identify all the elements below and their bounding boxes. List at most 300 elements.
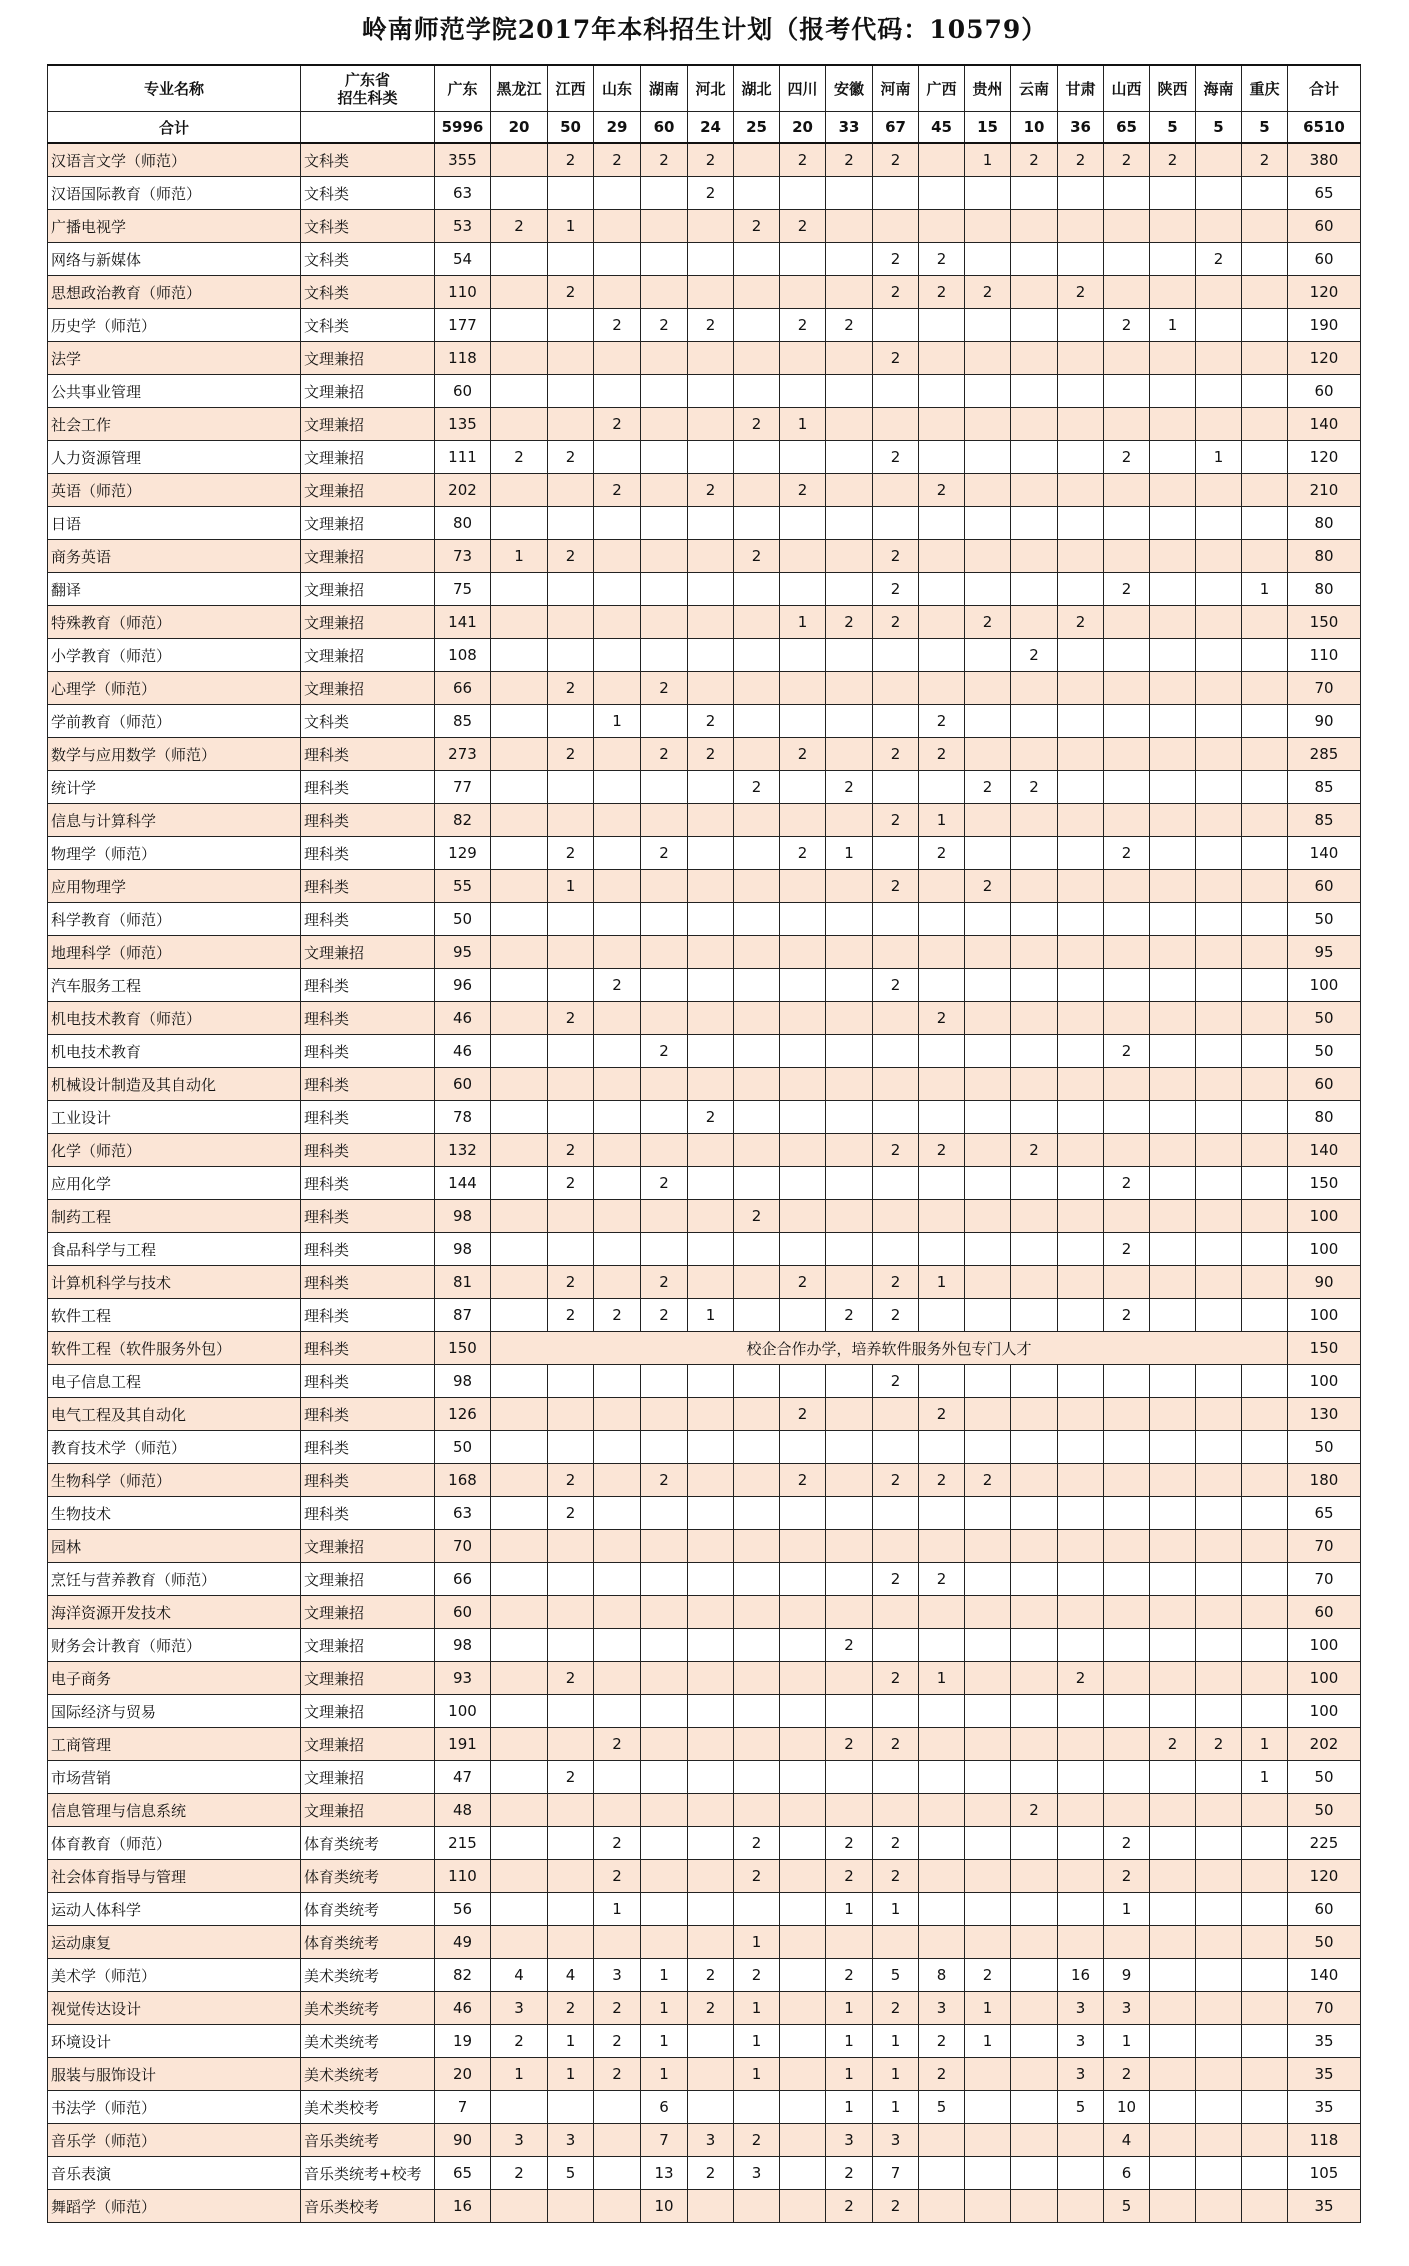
quota-cell [688,243,734,276]
quota-cell [1011,2025,1058,2058]
quota-cell [491,1728,548,1761]
quota-cell [1150,705,1196,738]
quota-cell [734,1497,780,1530]
quota-cell [1242,2058,1288,2091]
quota-cell [594,276,641,309]
table-row [48,210,1361,243]
quota-cell [1104,672,1150,705]
quota-cell [1196,1992,1242,2025]
quota-cell [965,1695,1011,1728]
row-total: 130 [1288,1398,1361,1431]
quota-cell: 2 [919,2058,965,2091]
quota-cell: 2 [734,1827,780,1860]
quota-cell: 2 [780,143,826,177]
quota-cell [873,1497,919,1530]
quota-cell [826,507,873,540]
quota-cell [594,1035,641,1068]
quota-cell [780,1530,826,1563]
quota-cell [734,672,780,705]
quota-cell [1011,1563,1058,1596]
quota-cell [826,1134,873,1167]
quota-cell: 2 [594,1299,641,1332]
quota-cell: 98 [435,1629,491,1662]
quota-cell [1058,1530,1104,1563]
quota-cell [1150,375,1196,408]
table-row [48,1563,1361,1596]
quota-cell [1058,1596,1104,1629]
quota-cell: 82 [435,804,491,837]
quota-cell [734,1563,780,1596]
row-total: 100 [1288,1365,1361,1398]
quota-cell: 2 [688,1101,734,1134]
quota-cell [594,1695,641,1728]
table-row [48,1002,1361,1035]
quota-cell: 1 [594,705,641,738]
quota-cell [826,1563,873,1596]
quota-cell [688,903,734,936]
quota-cell [1196,606,1242,639]
category: 理科类 [301,1035,435,1068]
totals-cell: 5996 [435,112,491,144]
category: 文科类 [301,210,435,243]
quota-cell [826,1398,873,1431]
quota-cell: 70 [435,1530,491,1563]
quota-cell: 98 [435,1233,491,1266]
quota-cell [548,705,594,738]
table-row [48,1959,1361,1992]
row-total: 60 [1288,870,1361,903]
quota-cell [1058,1497,1104,1530]
quota-cell [780,1233,826,1266]
quota-cell [1011,804,1058,837]
quota-cell [780,1926,826,1959]
row-total: 90 [1288,705,1361,738]
quota-cell: 1 [1196,441,1242,474]
category: 文科类 [301,143,435,177]
quota-cell [873,1761,919,1794]
quota-cell [688,1068,734,1101]
quota-cell [780,1563,826,1596]
table-row [48,2058,1361,2091]
table-row [48,1101,1361,1134]
quota-cell [919,2124,965,2157]
row-total: 35 [1288,2190,1361,2223]
quota-cell [548,375,594,408]
quota-cell [1150,1662,1196,1695]
quota-cell: 2 [1058,143,1104,177]
quota-cell: 2 [688,309,734,342]
column-header: 广西 [919,65,965,112]
table-row [48,1035,1361,1068]
quota-cell [641,1200,688,1233]
quota-cell: 2 [1058,606,1104,639]
quota-cell [641,1761,688,1794]
column-header: 海南 [1196,65,1242,112]
quota-cell [826,573,873,606]
quota-cell [1242,243,1288,276]
quota-cell [919,309,965,342]
quota-cell [826,804,873,837]
quota-cell [1011,2091,1058,2124]
quota-cell: 2 [1104,143,1150,177]
quota-cell [1196,276,1242,309]
major-name: 汽车服务工程 [48,969,301,1002]
quota-cell [688,1761,734,1794]
quota-cell [1150,1860,1196,1893]
major-name: 物理学（师范） [48,837,301,870]
document-title: 岭南师范学院2017年本科招生计划（报考代码：10579） [361,15,1048,44]
quota-cell: 100 [435,1695,491,1728]
quota-cell [780,2124,826,2157]
quota-cell: 2 [548,441,594,474]
quota-cell: 1 [873,2058,919,2091]
quota-cell: 2 [780,309,826,342]
quota-cell [491,1497,548,1530]
quota-cell [1242,1299,1288,1332]
major-name: 运动人体科学 [48,1893,301,1926]
quota-cell [1150,1233,1196,1266]
quota-cell [1196,1365,1242,1398]
quota-cell [965,1167,1011,1200]
quota-cell [1150,408,1196,441]
totals-cell: 67 [873,112,919,144]
category: 音乐类校考 [301,2190,435,2223]
category: 文理兼招 [301,1563,435,1596]
totals-cell: 60 [641,112,688,144]
quota-cell: 3 [1058,2058,1104,2091]
quota-cell [1242,1827,1288,1860]
quota-cell [734,1695,780,1728]
totals-cell: 50 [548,112,594,144]
quota-cell: 66 [435,672,491,705]
major-name: 环境设计 [48,2025,301,2058]
quota-cell [1150,936,1196,969]
quota-cell: 1 [826,2025,873,2058]
quota-cell [826,1068,873,1101]
quota-cell [1058,1563,1104,1596]
quota-cell: 1 [734,2025,780,2058]
quota-cell: 9 [1104,1959,1150,1992]
quota-cell [1242,2091,1288,2124]
quota-cell [734,507,780,540]
quota-cell: 144 [435,1167,491,1200]
quota-cell [1104,1101,1150,1134]
quota-cell: 135 [435,408,491,441]
quota-cell [594,1365,641,1398]
quota-cell [965,639,1011,672]
major-name: 商务英语 [48,540,301,573]
quota-cell [1242,375,1288,408]
quota-cell: 1 [873,1893,919,1926]
quota-cell [873,1002,919,1035]
quota-cell [1104,1530,1150,1563]
row-total: 80 [1288,540,1361,573]
quota-cell [1011,2124,1058,2157]
quota-cell: 1 [548,210,594,243]
major-name: 汉语国际教育（师范） [48,177,301,210]
quota-cell [491,375,548,408]
quota-cell: 1 [641,2025,688,2058]
quota-cell [594,441,641,474]
quota-cell [641,936,688,969]
quota-cell [688,1365,734,1398]
quota-cell [826,177,873,210]
category: 文科类 [301,309,435,342]
row-total: 60 [1288,1068,1361,1101]
quota-cell: 2 [826,1299,873,1332]
table-row [48,540,1361,573]
quota-cell [734,606,780,639]
quota-cell [1058,375,1104,408]
row-total: 150 [1288,1332,1361,1365]
quota-cell [491,1563,548,1596]
table-row [48,1596,1361,1629]
quota-cell: 177 [435,309,491,342]
quota-cell [1058,1860,1104,1893]
totals-cell: 29 [594,112,641,144]
quota-cell [734,969,780,1002]
quota-cell: 2 [873,606,919,639]
quota-cell [734,804,780,837]
quota-cell [491,1398,548,1431]
quota-cell [548,474,594,507]
quota-cell [873,1200,919,1233]
quota-cell [491,1464,548,1497]
quota-cell [919,1695,965,1728]
quota-cell [919,408,965,441]
quota-cell [594,573,641,606]
quota-cell [919,1596,965,1629]
major-name: 工商管理 [48,1728,301,1761]
quota-cell [919,441,965,474]
category: 文理兼招 [301,1662,435,1695]
quota-cell: 2 [688,143,734,177]
quota-cell [780,1431,826,1464]
quota-cell [688,540,734,573]
major-name: 书法学（师范） [48,2091,301,2124]
quota-cell: 273 [435,738,491,771]
row-total: 100 [1288,1233,1361,1266]
quota-cell [1150,1794,1196,1827]
quota-cell [965,408,1011,441]
quota-cell [1104,1200,1150,1233]
quota-cell [1196,2058,1242,2091]
quota-cell: 66 [435,1563,491,1596]
quota-cell [919,1068,965,1101]
quota-cell [826,243,873,276]
totals-cell: 6510 [1288,112,1361,144]
quota-cell [965,2124,1011,2157]
table-row [48,1431,1361,1464]
quota-cell [641,573,688,606]
table-row [48,441,1361,474]
quota-cell [1150,969,1196,1002]
quota-cell [688,1233,734,1266]
table-row [48,936,1361,969]
quota-cell [491,2190,548,2223]
quota-cell: 5 [873,1959,919,1992]
quota-cell [873,672,919,705]
quota-cell [873,1530,919,1563]
quota-cell [780,1728,826,1761]
major-name: 烹饪与营养教育（师范） [48,1563,301,1596]
quota-cell [826,1695,873,1728]
quota-cell: 2 [594,969,641,1002]
quota-cell [780,639,826,672]
quota-cell [919,1233,965,1266]
quota-cell [1104,276,1150,309]
quota-cell [1011,705,1058,738]
quota-cell: 2 [1058,1662,1104,1695]
quota-cell [1196,1167,1242,1200]
quota-cell: 2 [873,1563,919,1596]
major-name: 英语（师范） [48,474,301,507]
quota-cell: 95 [435,936,491,969]
quota-cell [965,1134,1011,1167]
quota-cell [780,1695,826,1728]
quota-cell [491,276,548,309]
quota-cell: 2 [919,1398,965,1431]
quota-cell [1242,276,1288,309]
quota-cell [826,1167,873,1200]
quota-cell: 2 [548,1167,594,1200]
quota-cell: 2 [780,210,826,243]
category: 文理兼招 [301,540,435,573]
quota-cell [1196,1134,1242,1167]
quota-cell [873,309,919,342]
quota-cell [965,1101,1011,1134]
quota-cell: 2 [965,1464,1011,1497]
quota-cell [1150,540,1196,573]
quota-cell [734,1068,780,1101]
quota-cell [826,441,873,474]
quota-cell: 2 [491,441,548,474]
quota-cell [734,2091,780,2124]
quota-cell [780,276,826,309]
category: 音乐类统考+校考 [301,2157,435,2190]
category: 理科类 [301,771,435,804]
quota-cell [594,1464,641,1497]
quota-cell [919,672,965,705]
quota-cell: 2 [873,1728,919,1761]
quota-cell: 2 [548,540,594,573]
quota-cell [826,705,873,738]
quota-cell [688,1563,734,1596]
quota-cell [688,1629,734,1662]
quota-cell: 129 [435,837,491,870]
major-name: 海洋资源开发技术 [48,1596,301,1629]
category: 理科类 [301,1332,435,1365]
quota-cell [688,1167,734,1200]
quota-cell: 1 [826,2091,873,2124]
table-row [48,1860,1361,1893]
quota-cell [780,1167,826,1200]
quota-cell [919,639,965,672]
quota-cell: 1 [548,2025,594,2058]
quota-cell: 2 [780,837,826,870]
table-row [48,1794,1361,1827]
quota-cell [548,1365,594,1398]
row-total: 80 [1288,1101,1361,1134]
major-name: 日语 [48,507,301,540]
quota-cell [491,1893,548,1926]
quota-cell [1242,1662,1288,1695]
quota-cell [594,1431,641,1464]
quota-cell [491,705,548,738]
quota-cell [780,243,826,276]
quota-cell: 3 [873,2124,919,2157]
quota-cell [491,1596,548,1629]
quota-cell: 2 [641,143,688,177]
quota-cell: 1 [594,1893,641,1926]
quota-cell [548,1068,594,1101]
quota-cell: 50 [435,903,491,936]
quota-cell: 2 [1104,573,1150,606]
quota-cell [965,507,1011,540]
quota-cell [919,342,965,375]
quota-cell [1242,309,1288,342]
quota-cell [1011,870,1058,903]
quota-cell [1196,1860,1242,1893]
quota-cell: 2 [873,1827,919,1860]
category: 文理兼招 [301,342,435,375]
quota-cell [873,177,919,210]
table-row [48,1497,1361,1530]
quota-cell [965,2190,1011,2223]
quota-cell [734,1893,780,1926]
quota-cell [873,1431,919,1464]
quota-cell [965,1563,1011,1596]
quota-cell: 3 [1104,1992,1150,2025]
row-total: 50 [1288,1035,1361,1068]
quota-cell [548,342,594,375]
quota-cell [873,903,919,936]
table-row [48,1662,1361,1695]
quota-cell [1242,672,1288,705]
quota-cell [641,771,688,804]
quota-cell [594,2190,641,2223]
quota-cell [1196,177,1242,210]
quota-cell [1150,1497,1196,1530]
quota-cell [919,2190,965,2223]
major-name: 食品科学与工程 [48,1233,301,1266]
quota-cell [1011,1629,1058,1662]
totals-cell: 合计 [48,112,301,144]
quota-cell: 355 [435,143,491,177]
quota-cell [688,1695,734,1728]
quota-cell [919,1893,965,1926]
quota-cell [688,639,734,672]
quota-cell [548,1794,594,1827]
quota-cell [594,1662,641,1695]
quota-cell: 2 [734,408,780,441]
quota-cell [873,507,919,540]
quota-cell [548,408,594,441]
row-total: 202 [1288,1728,1361,1761]
quota-cell [1150,1398,1196,1431]
quota-cell [1242,1398,1288,1431]
quota-cell: 2 [491,2157,548,2190]
quota-cell [641,177,688,210]
quota-cell [688,1431,734,1464]
quota-cell: 1 [641,2058,688,2091]
major-name: 特殊教育（师范） [48,606,301,639]
quota-cell [1242,1266,1288,1299]
table-row [48,2157,1361,2190]
quota-cell [965,1662,1011,1695]
quota-cell [491,1926,548,1959]
quota-cell [491,177,548,210]
